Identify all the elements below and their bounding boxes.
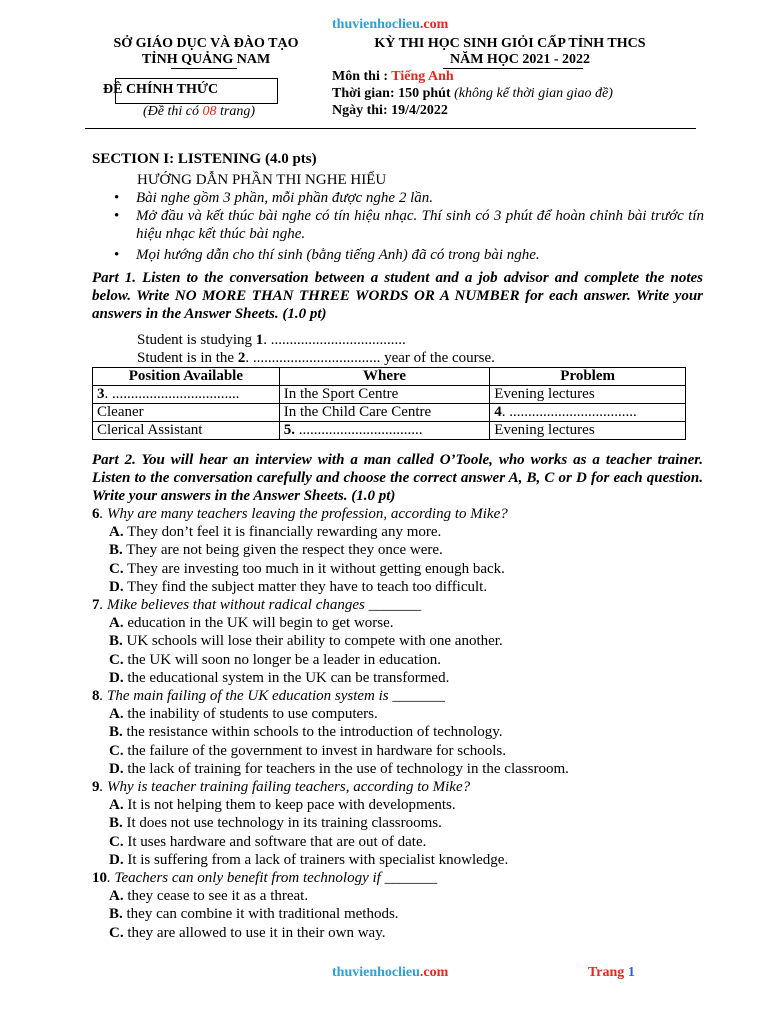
time-note: (không kể thời gian giao đề) — [450, 86, 613, 101]
answer-option[interactable] — [92, 887, 703, 905]
time-label: Thời gian: — [332, 86, 399, 101]
option-letter: C. — [109, 924, 124, 941]
question-number: 10 — [92, 870, 107, 887]
questions-list — [92, 505, 703, 942]
column-header: Position Available — [93, 368, 280, 386]
answer-option[interactable] — [92, 578, 703, 596]
option-text: the lack of training for teachers in the use of technology in the classroom. — [123, 760, 569, 777]
table-cell — [93, 404, 280, 422]
option-text: education in the UK will begin to get worse. — [123, 615, 394, 632]
answer-option[interactable] — [92, 669, 703, 687]
issuer-province: TỈNH QUẢNG NAM — [141, 52, 271, 67]
cell-text: . .................................. — [501, 404, 637, 420]
question-block — [92, 505, 703, 596]
page-number — [588, 965, 635, 981]
note-text: Student is in the — [137, 350, 238, 366]
answer-option[interactable] — [92, 924, 703, 942]
option-letter: B. — [109, 906, 123, 923]
cell-text: Cleaner — [97, 404, 144, 420]
blank-number: 4 — [494, 404, 502, 420]
guide-bullet: • Bài nghe gồm 3 phần, mỗi phần được nghe 2 lần. — [110, 189, 704, 207]
option-text: the UK will soon no longer be a leader in education. — [123, 651, 442, 668]
answer-blank[interactable]: . .................................. year of the course. — [245, 350, 495, 366]
official-label: ĐỀ CHÍNH THỨC — [103, 82, 219, 97]
option-text: UK schools will lose their ability to compete with one another. — [122, 633, 503, 650]
table-row — [93, 422, 686, 440]
time-line — [332, 85, 613, 103]
question-stem — [92, 505, 703, 523]
note-text: Student is studying — [137, 332, 256, 348]
answer-option[interactable] — [92, 632, 703, 650]
header-divider — [85, 128, 696, 129]
cell-text: In the Child Care Centre — [283, 404, 432, 420]
blank-number: 5. — [283, 422, 295, 438]
option-letter: B. — [109, 633, 123, 650]
question-text: . Teachers can only benefit from technology if _______ — [107, 870, 438, 887]
option-text: It uses hardware and software that are out of date. — [123, 833, 427, 850]
part2-instructions: Part 2. You will hear an interview with a man called O’Toole, who works as a teacher trainer. Listen to the conversation carefully and choose the correct answer A, B, C or D for each question. Write your answers in the Answer Sheets. (1.0 pt) — [92, 452, 703, 505]
positions-table — [92, 367, 686, 440]
footer-site-link[interactable] — [332, 965, 448, 981]
school-year: NĂM HỌC 2021 - 2022 — [450, 52, 590, 67]
answer-option[interactable] — [92, 851, 703, 869]
date-value: 19/4/2022 — [391, 103, 448, 118]
answer-option[interactable] — [92, 833, 703, 851]
cell-text: In the Sport Centre — [283, 386, 399, 402]
page-label: Trang — [588, 965, 628, 980]
page-num: 1 — [627, 965, 635, 980]
column-header: Where — [279, 368, 490, 386]
option-letter: D. — [109, 578, 124, 595]
question-block — [92, 596, 703, 687]
guide-bullets — [110, 189, 704, 264]
answer-option[interactable] — [92, 905, 703, 923]
option-letter: C. — [109, 742, 124, 759]
option-text: It is not helping them to keep pace with developments. — [123, 797, 456, 814]
table-row — [93, 404, 686, 422]
option-text: the educational system in the UK can be transformed. — [123, 669, 450, 686]
option-text: It does not use technology in its training classrooms. — [122, 815, 442, 832]
site-header-link[interactable] — [332, 17, 448, 33]
section-title: SECTION I: LISTENING (4.0 pts) — [92, 151, 317, 167]
answer-option[interactable] — [92, 614, 703, 632]
question-text: . Why are many teachers leaving the profession, according to Mike? — [99, 506, 508, 522]
question-block — [92, 778, 703, 869]
option-text: They are not being given the respect they once were. — [122, 542, 443, 559]
question-stem — [92, 687, 703, 705]
table-cell — [93, 422, 280, 440]
blank-number: 2 — [237, 350, 246, 366]
site-domain: .com — [419, 17, 449, 32]
subject-line — [332, 68, 454, 86]
option-letter: C. — [109, 833, 124, 850]
option-letter: B. — [109, 815, 123, 832]
question-text: . Why is teacher training failing teachers, according to Mike? — [99, 779, 471, 796]
answer-option[interactable] — [92, 814, 703, 832]
question-stem — [92, 869, 703, 887]
option-text: They find the subject matter they have to teach too difficult. — [123, 578, 488, 595]
question-stem — [92, 596, 703, 614]
option-letter: A. — [109, 888, 124, 905]
table-header-row — [93, 368, 686, 386]
subject-label: Môn thi : — [332, 69, 392, 84]
answer-option[interactable] — [92, 651, 703, 669]
table-cell — [490, 386, 686, 404]
option-text: the failure of the government to invest in hardware for schools. — [123, 742, 506, 759]
answer-blank[interactable]: . .................................... — [263, 332, 406, 348]
time-value: 150 phút — [398, 86, 451, 101]
school-year-underline — [443, 68, 583, 69]
table-cell[interactable] — [490, 404, 686, 422]
question-number: 8 — [92, 688, 100, 705]
question-number: 6 — [92, 506, 100, 522]
option-text: They are investing too much in it without getting enough back. — [123, 560, 505, 577]
cell-text: Evening lectures — [494, 422, 595, 438]
column-header: Problem — [490, 368, 686, 386]
issuer-block — [96, 36, 316, 68]
option-text: the inability of students to use computers. — [123, 706, 378, 723]
option-text: the resistance within schools to the introduction of technology. — [122, 724, 503, 741]
issuer-underline — [171, 68, 237, 69]
cell-text: Clerical Assistant — [97, 422, 203, 438]
issuer-department: SỞ GIÁO DỤC VÀ ĐÀO TẠO — [113, 36, 299, 51]
guide-bullet: • Mở đầu và kết thúc bài nghe có tín hiệu nhạc. Thí sinh có 3 phút để hoàn chỉnh bài trước tín hiệu nhạc kết thúc bài nghe. — [110, 207, 704, 243]
subject-value: Tiếng Anh — [391, 69, 454, 84]
question-stem — [92, 778, 703, 796]
option-letter: A. — [109, 615, 124, 632]
table-cell — [279, 386, 490, 404]
table-cell — [279, 404, 490, 422]
answer-option[interactable] — [92, 541, 703, 559]
question-text: . The main failing of the UK education system is _______ — [99, 688, 445, 705]
option-text: They don’t feel it is financially rewarding any more. — [123, 524, 442, 541]
option-letter: B. — [109, 542, 123, 559]
option-text: It is suffering from a lack of trainers with specialist knowledge. — [123, 851, 509, 868]
answer-option[interactable] — [92, 742, 703, 760]
part1-instructions: Part 1. Listen to the conversation between a student and a job advisor and complete the notes below. Write NO MORE THAN THREE WORDS OR A NUMBER for each answer. Write your answers in the Answer Sheets. (1.0 pt) — [92, 270, 703, 323]
cell-text: Evening lectures — [494, 386, 595, 402]
pages-note-post: trang) — [216, 104, 255, 119]
option-letter: A. — [109, 524, 124, 541]
option-letter: D. — [109, 851, 124, 868]
option-letter: C. — [109, 560, 124, 577]
table-cell[interactable] — [279, 422, 490, 440]
question-number: 9 — [92, 779, 100, 796]
pages-note-pre: (Đề thi có — [143, 104, 203, 119]
answer-option[interactable] — [92, 560, 703, 578]
option-letter: D. — [109, 669, 124, 686]
option-text: they can combine it with traditional methods. — [122, 906, 399, 923]
date-label: Ngày thi: — [332, 103, 392, 118]
answer-option[interactable] — [92, 705, 703, 723]
option-letter: A. — [109, 706, 124, 723]
option-letter: D. — [109, 760, 124, 777]
site-name: thuvienhoclieu — [332, 17, 420, 32]
footer-site-domain: .com — [419, 965, 449, 980]
blank-number: 1 — [255, 332, 264, 348]
exam-title: KỲ THI HỌC SINH GIỎI CẤP TỈNH THCS — [374, 36, 646, 51]
answer-option[interactable] — [92, 723, 703, 741]
option-text: they cease to see it as a threat. — [123, 888, 309, 905]
option-letter: B. — [109, 724, 123, 741]
question-number: 7 — [92, 597, 100, 614]
question-block — [92, 869, 703, 942]
blank-number: 3 — [97, 386, 105, 402]
date-line — [332, 102, 448, 120]
option-letter: C. — [109, 651, 124, 668]
answer-option[interactable] — [92, 796, 703, 814]
table-row — [93, 386, 686, 404]
cell-text: . .................................. — [104, 386, 240, 402]
pages-count: 08 — [202, 104, 217, 119]
pages-note — [143, 103, 255, 121]
part1-note-1 — [137, 331, 406, 349]
option-letter: A. — [109, 797, 124, 814]
option-text: they are allowed to use it in their own way. — [123, 924, 386, 941]
footer-site-name: thuvienhoclieu — [332, 965, 420, 980]
guide-title: HƯỚNG DẪN PHẦN THI NGHE HIỂU — [137, 172, 387, 188]
cell-text: ................................. — [294, 422, 423, 438]
question-text: . Mike believes that without radical changes _______ — [99, 597, 422, 614]
answer-option[interactable] — [92, 523, 703, 541]
answer-option[interactable] — [92, 760, 703, 778]
question-block — [92, 687, 703, 778]
guide-bullet: • Mọi hướng dẫn cho thí sinh (bằng tiếng Anh) đã có trong bài nghe. — [110, 246, 704, 264]
table-cell — [490, 422, 686, 440]
table-cell[interactable] — [93, 386, 280, 404]
part1-note-2 — [137, 349, 495, 367]
